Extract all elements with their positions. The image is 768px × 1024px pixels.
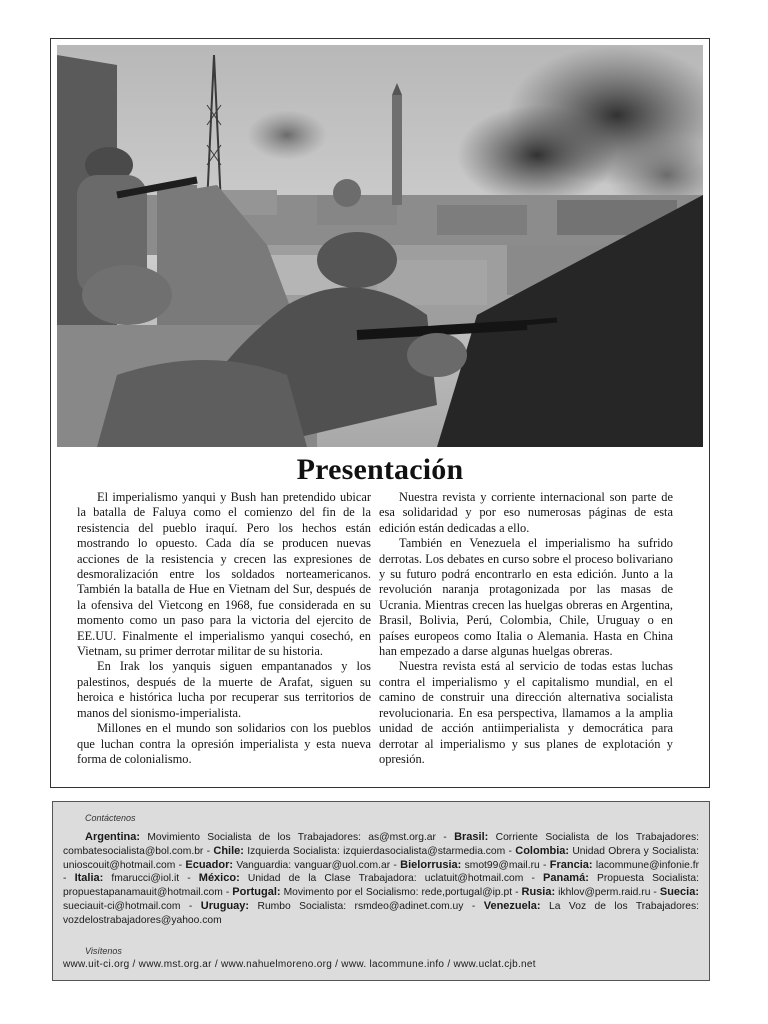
- paragraph: Millones en el mundo son solidarios con los pueblos que luchan contra la opresión imperialista y esta nueva forma de colonialismo.: [77, 721, 371, 766]
- contact-country: Uruguay:: [200, 899, 250, 912]
- contact-country: Panamá:: [543, 872, 589, 885]
- paragraph: Nuestra revista y corriente internacional son parte de esa solidaridad y por eso numerosas páginas de esta edición están dedicadas a ello.: [379, 490, 673, 535]
- website-links[interactable]: www.uit-ci.org / www.mst.org.ar / www.nahuelmoreno.org / www. lacommune.info / www.uclat.cjb.net: [63, 959, 536, 970]
- contact-country: Bielorrusia:: [400, 858, 462, 871]
- paragraph: El imperialismo yanqui y Bush han pretendido ubicar la batalla de Faluya como el comienzo del fin de la resistencia del pueblo iraquí. Pero los hechos están mostrando lo opuesto. Cada día se producen nuevas acciones de la resistencia y crecen las expresiones de desmoralización entre los soldados norteamericanos. También la batalla de Hue en Vietnam del Sur, después de la ofensiva del Vietcong en 1968, fue considerada en su momento como un paso para la victoria del ejercito de EE.UU. Finalmente el imperialismo yanqui cosechó, en Vietnam, su primer derrotar militar de su historia.: [77, 490, 371, 659]
- contact-entry[interactable]: lacommune@infonie.fr -: [63, 859, 700, 885]
- contact-entry[interactable]: smot99@mail.ru -: [461, 859, 550, 871]
- contact-country: Italia:: [74, 872, 104, 885]
- contact-entry[interactable]: Unidad Obrera y Socialista: unioscouit@hotmail.com -: [63, 845, 699, 871]
- contact-country: Brasil:: [454, 831, 489, 843]
- contact-entry[interactable]: Izquierda Socialista: izquierdasocialista@starmedia.com -: [243, 845, 516, 857]
- contact-entry[interactable]: ikhlov@perm.raid.ru -: [555, 887, 660, 899]
- page-title: Presentación: [296, 453, 464, 486]
- main-frame: [50, 38, 710, 788]
- contact-country: Ecuador:: [185, 858, 234, 871]
- contact-entry[interactable]: Propuesta Socialista: propuestapanamauit@hotmail.com -: [63, 873, 699, 899]
- left-column: [77, 490, 371, 767]
- contact-country: Colombia:: [515, 844, 570, 857]
- contact-box: [52, 801, 710, 981]
- contact-country: Argentina:: [85, 831, 140, 843]
- paragraph: Nuestra revista está al servicio de todas estas luchas contra el imperialismo y el capitalismo mundial, en el camino de construir una dirección alternativa socialista revolucionaria. En esa perspectiva, llamamos a la amplia unidad de acción antiimperialista y democrática para derrotar al imperialismo y sus planes de explotación y opresión.: [379, 659, 673, 766]
- contact-entry[interactable]: Rumbo Socialista: rsmdeo@adinet.com.uy -: [249, 900, 484, 912]
- war-photo: [57, 45, 703, 447]
- contact-country: Chile:: [213, 844, 244, 857]
- contact-entry[interactable]: fmarucci@iol.it -: [103, 873, 199, 885]
- war-photo-icon: [57, 45, 703, 447]
- contact-entry[interactable]: Movimiento Socialista de los Trabajadores: as@mst.org.ar -: [140, 832, 455, 843]
- contact-entry[interactable]: Corriente Socialista de los Trabajadores: combatesocialista@bol.com.br -: [63, 832, 699, 857]
- right-column: [379, 490, 673, 767]
- contact-list: [63, 831, 699, 928]
- visit-heading: Visítenos: [85, 946, 122, 956]
- contact-entry[interactable]: Movimento por el Socialismo: rede,portugal@ip.pt -: [280, 887, 522, 899]
- contact-entry[interactable]: Unidad de la Clase Trabajadora: uclatuit@hotmail.com -: [239, 873, 544, 885]
- contact-entry[interactable]: La Voz de los Trabajadores: vozdelostrabajadores@yahoo.com: [63, 900, 699, 926]
- contact-country: México:: [198, 872, 240, 885]
- contact-country: Suecia:: [659, 886, 700, 899]
- contact-heading: Contáctenos: [85, 813, 136, 823]
- contact-entry[interactable]: sueciauit-ci@hotmail.com -: [63, 900, 201, 912]
- contact-paragraph: [63, 831, 699, 928]
- contact-country: Portugal:: [232, 886, 281, 899]
- contact-country: Rusia:: [521, 886, 556, 899]
- paragraph: También en Venezuela el imperialismo ha sufrido derrotas. Los debates en curso sobre el proceso bolivariano y su futuro podrá encontrarlo en esta edición. Junto a la revolución naranja protagonizada por las masas de Ucrania. Mientras crecen las huelgas obreras en Argentina, Brasil, Bolivia, Perú, Colombia, Chile, Uruguay o en países europeos como Italia o Alemania. Hasta en China han empezado a darse algunas huelgas obreras.: [379, 536, 673, 659]
- contact-country: Venezuela:: [483, 899, 541, 912]
- paragraph: En Irak los yanquis siguen empantanados y los palestinos, después de la muerte de Arafat, siguen su heroica e histórica lucha por recuperar sus territorios de manos del sionismo-imperialista.: [77, 659, 371, 720]
- contact-country: Francia:: [549, 858, 593, 871]
- contact-entry[interactable]: Vanguardia: vanguar@uol.com.ar -: [233, 859, 401, 871]
